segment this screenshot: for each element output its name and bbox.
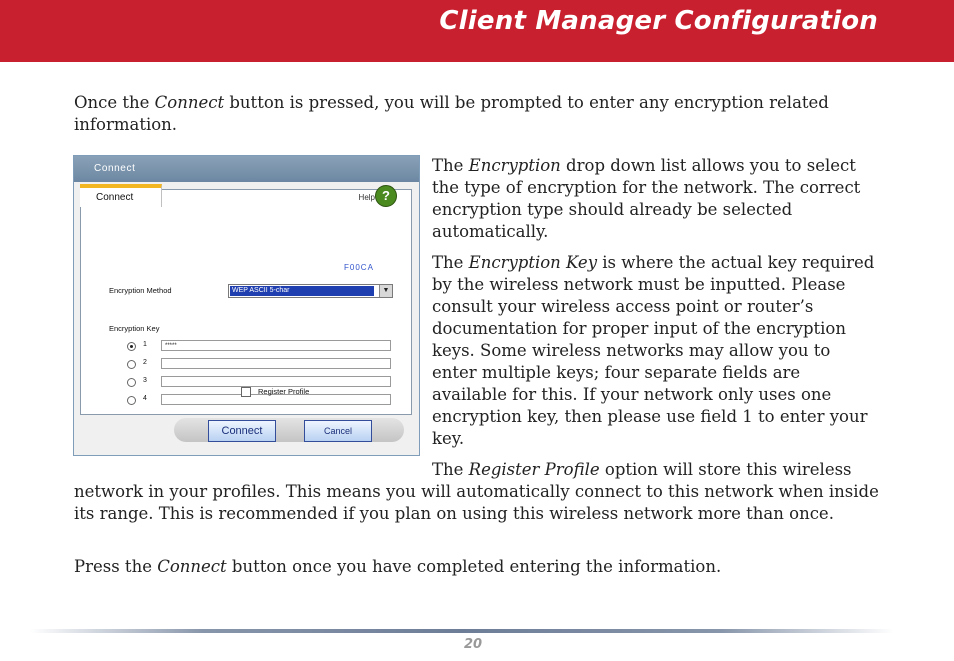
key-field-3[interactable] <box>161 376 391 387</box>
footer-divider <box>30 629 894 633</box>
cancel-button[interactable]: Cancel <box>304 420 372 442</box>
chevron-down-icon[interactable]: ▼ <box>379 285 392 297</box>
connect-dialog <box>73 155 420 456</box>
key-radio-4[interactable] <box>127 396 136 405</box>
register-profile-label: Register Profile <box>258 387 310 396</box>
page-title: Client Manager Configuration <box>439 6 878 36</box>
header-banner <box>0 0 954 62</box>
key-radio-1[interactable] <box>127 342 136 351</box>
register-profile-checkbox[interactable] <box>241 387 251 397</box>
encryption-method-value: WEP ASCII 5-char <box>230 286 374 296</box>
encryption-method-label: Encryption Method <box>109 286 172 295</box>
encryption-key-label: Encryption Key <box>109 324 160 333</box>
intro-paragraph: Once the Connect button is pressed, you will be prompted to enter any encryption related information. <box>74 93 829 134</box>
connect-button[interactable]: Connect <box>208 420 276 442</box>
dialog-titlebar: Connect <box>74 156 419 182</box>
register-profile-paragraph-start: The Register Profile option will store this wireless <box>432 460 852 479</box>
ssid-label: F00CA <box>344 263 374 272</box>
key-number-1: 1 <box>143 341 147 348</box>
question-mark-icon[interactable]: ? <box>375 185 397 207</box>
key-radio-3[interactable] <box>127 378 136 387</box>
dialog-panel <box>80 189 412 415</box>
key-field-2[interactable] <box>161 358 391 369</box>
key-field-1[interactable]: ***** <box>161 340 391 351</box>
key-number-2: 2 <box>143 359 147 366</box>
key-number-4: 4 <box>143 395 147 402</box>
encryption-method-select[interactable] <box>228 284 393 298</box>
tab-connect[interactable]: Connect <box>80 184 162 207</box>
press-connect-paragraph: Press the Connect button once you have completed entering the information. <box>74 557 722 576</box>
key-radio-2[interactable] <box>127 360 136 369</box>
help-label: Help <box>358 193 375 202</box>
register-profile-paragraph-rest: network in your profiles. This means you will automatically connect to this network when inside its range. This is recommended if you plan on using this wireless network more than once. <box>74 482 879 523</box>
key-number-3: 3 <box>143 377 147 384</box>
encryption-paragraph: The Encryption drop down list allows you to select the type of encryption for the network. The correct encryption type should already be selected automatically. <box>432 156 861 241</box>
encryption-key-paragraph: The Encryption Key is where the actual key required by the wireless network must be inputted. Please consult your wireless access point or router’s documentation for proper input of the encryption keys. Some wireless networks may allow you to enter multiple keys; four separate fields are available for this. If your network only uses one encryption key, then please use field 1 to enter your key. <box>432 253 875 448</box>
page-number: 20 <box>464 637 483 652</box>
